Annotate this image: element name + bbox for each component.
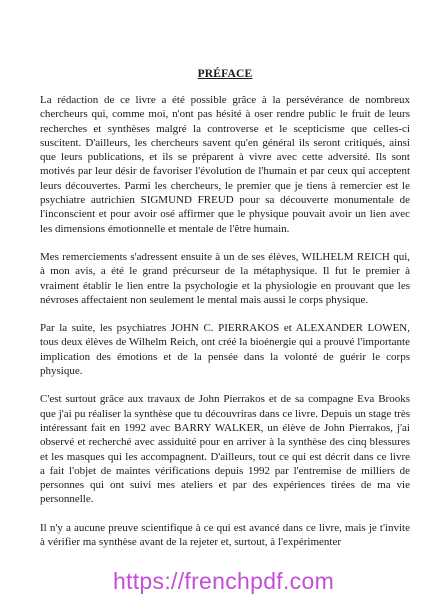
paragraph-1: La rédaction de ce livre a été possible grâce à la persévérance de nombreux chercheurs qui, comme moi, n'ont pas hésité à oser rendre public le fruit de leurs recherches et synthèses malgré la controverse et le scepticisme que celles-ci suscitent. D'ailleurs, les chercheurs savent qu'en général ils seront critiqués, ainsi que leurs publications, et ils se préparent à vivre avec cette adversité. Ils sont motivés par leur désir de favoriser l'évolution de l'humain et par ceux qui acceptent leurs découvertes. Parmi les chercheurs, le premier que je tiens à remercier est le psychiatre autrichien SIGMUND FREUD pour sa découverte monumentale de l'inconscient et pour avoir osé affirmer que le physique pouvait avoir un lien avec les dimensions émotionnelle et mentale de l'être humain. bbox=[40, 94, 410, 235]
document-page bbox=[40, 68, 410, 563]
watermark-link[interactable]: https://frenchpdf.com bbox=[112, 568, 335, 594]
paragraph-5: Il n'y a aucune preuve scientifique à ce qui est avancé dans ce livre, mais je t'invite à vérifier ma synthèse avant de la rejeter et, surtout, à l'expérimenter bbox=[40, 521, 410, 549]
paragraph-4: C'est surtout grâce aux travaux de John Pierrakos et de sa compagne Eva Brooks que j'ai pu réaliser la synthèse que tu découvriras dans ce livre. Depuis un stage très intéressant fait en 1992 avec BARRY WALKER, un élève de John Pierrakos, j'ai observé et recherché avec assiduité pour en arriver à la synthèse des cinq blessures et les masques qui les accompagnent. D'ailleurs, tout ce qui est décrit dans ce livre a fait l'objet de maintes vérifications depuis 1992 par l'entremise de milliers de personnes qui ont suivi mes ateliers et par des expériences tirées de ma vie personnelle. bbox=[40, 393, 410, 506]
page-title: PRÉFACE bbox=[197, 68, 253, 80]
paragraph-2: Mes remerciements s'adressent ensuite à un de ses élèves, WILHELM REICH qui, à mon avis, a été le grand précurseur de la métaphysique. Il fut le premier à vraiment établir le lien entre la psychologie et la physiologie en prouvant que les névroses affectaient non seulement le mental mais aussi le corps physique. bbox=[40, 250, 410, 306]
paragraph-3: Par la suite, les psychiatres JOHN C. PIERRAKOS et ALEXANDER LOWEN, tous deux élèves de Wilhelm Reich, ont créé la bioénergie qui a prouvé l'importante implication des émotions et de la pensée dans la volonté de guérir le corps physique. bbox=[40, 322, 410, 378]
